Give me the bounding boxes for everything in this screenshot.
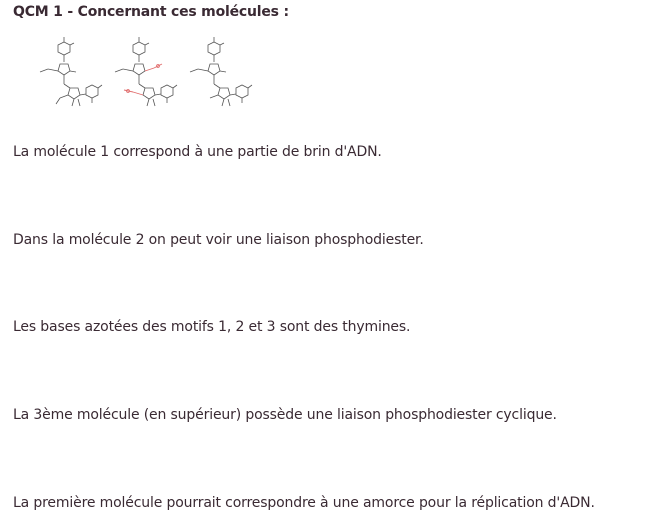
statement-5: La première molécule pourrait correspondre à une amorce pour la réplication d'ADN. — [13, 495, 595, 511]
molecule-structures-image — [34, 32, 254, 118]
statement-3: Les bases azotées des motifs 1, 2 et 3 sont des thymines. — [13, 319, 411, 335]
molecule-3 — [190, 37, 252, 106]
molecule-2 — [115, 37, 177, 106]
molecule-2-highlighted-bonds — [124, 64, 162, 95]
statement-2: Dans la molécule 2 on peut voir une liaison phosphodiester. — [13, 232, 424, 248]
statement-4: La 3ème molécule (en supérieur) possède une liaison phosphodiester cyclique. — [13, 407, 557, 423]
question-title: QCM 1 - Concernant ces molécules : — [13, 4, 289, 20]
statement-1: La molécule 1 correspond à une partie de brin d'ADN. — [13, 144, 382, 160]
molecule-1 — [40, 37, 102, 106]
